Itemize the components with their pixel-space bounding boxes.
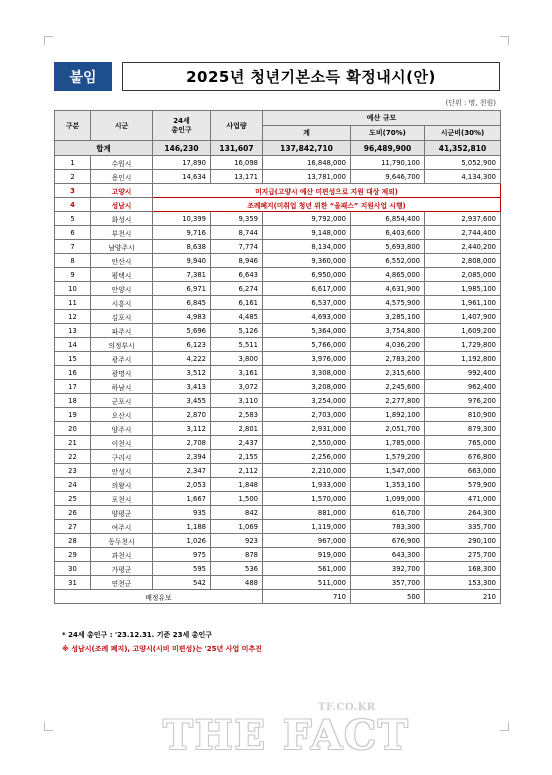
row-number: 30 bbox=[55, 562, 91, 576]
row-workload: 6,274 bbox=[211, 282, 263, 296]
row-total-budget: 6,617,000 bbox=[263, 282, 351, 296]
row-city: 동두천시 bbox=[91, 534, 153, 548]
row-workload: 8,946 bbox=[211, 254, 263, 268]
row-total-budget: 511,000 bbox=[263, 576, 351, 590]
row-city: 고양시 bbox=[91, 184, 153, 198]
row-number: 18 bbox=[55, 394, 91, 408]
row-population: 6,123 bbox=[153, 338, 211, 352]
header-city: 시군비(30%) bbox=[425, 126, 501, 141]
row-city: 광명시 bbox=[91, 366, 153, 380]
row-total-budget: 2,210,000 bbox=[263, 464, 351, 478]
row-provincial: 4,865,000 bbox=[351, 268, 425, 282]
row-number: 12 bbox=[55, 310, 91, 324]
row-city: 여주시 bbox=[91, 520, 153, 534]
footnote-population: * 24세 총인구 : '23.12.31. 기준 23세 총인구 bbox=[62, 631, 212, 639]
row-number: 17 bbox=[55, 380, 91, 394]
document-title: 2025년 청년기본소득 확정내시(안) bbox=[122, 62, 500, 91]
row-total-budget: 561,000 bbox=[263, 562, 351, 576]
row-population: 9,716 bbox=[153, 226, 211, 240]
row-population: 1,667 bbox=[153, 492, 211, 506]
row-city: 포천시 bbox=[91, 492, 153, 506]
title-row bbox=[54, 62, 500, 91]
row-provincial: 1,892,100 bbox=[351, 408, 425, 422]
attachment-badge: 붙임 bbox=[54, 62, 112, 91]
row-workload: 1,500 bbox=[211, 492, 263, 506]
row-provincial: 6,403,600 bbox=[351, 226, 425, 240]
row-total-budget: 2,931,000 bbox=[263, 422, 351, 436]
row-number: 7 bbox=[55, 240, 91, 254]
total-budget: 137,842,710 bbox=[263, 141, 351, 156]
row-city-budget: 962,400 bbox=[425, 380, 501, 394]
table-row bbox=[55, 492, 501, 506]
row-total-budget: 8,134,000 bbox=[263, 240, 351, 254]
row-number: 13 bbox=[55, 324, 91, 338]
row-population: 17,890 bbox=[153, 156, 211, 170]
row-total-budget: 3,254,000 bbox=[263, 394, 351, 408]
row-city-budget: 663,000 bbox=[425, 464, 501, 478]
row-city-budget: 335,700 bbox=[425, 520, 501, 534]
row-workload: 6,643 bbox=[211, 268, 263, 282]
row-provincial: 11,790,100 bbox=[351, 156, 425, 170]
row-city: 연천군 bbox=[91, 576, 153, 590]
row-city-budget: 879,300 bbox=[425, 422, 501, 436]
total-row bbox=[55, 141, 501, 156]
row-number: 29 bbox=[55, 548, 91, 562]
row-number: 19 bbox=[55, 408, 91, 422]
row-city: 시흥시 bbox=[91, 296, 153, 310]
row-population: 975 bbox=[153, 548, 211, 562]
row-total-budget: 881,000 bbox=[263, 506, 351, 520]
row-population: 2,053 bbox=[153, 478, 211, 492]
row-city: 오산시 bbox=[91, 408, 153, 422]
allocation-city: 210 bbox=[425, 590, 501, 604]
row-population: 3,512 bbox=[153, 366, 211, 380]
row-provincial: 2,051,700 bbox=[351, 422, 425, 436]
row-population: 5,696 bbox=[153, 324, 211, 338]
row-total-budget: 2,256,000 bbox=[263, 450, 351, 464]
row-provincial: 5,693,800 bbox=[351, 240, 425, 254]
table-row bbox=[55, 422, 501, 436]
table-row bbox=[55, 282, 501, 296]
row-city: 성남시 bbox=[91, 198, 153, 212]
budget-table bbox=[54, 110, 501, 604]
row-city: 이천시 bbox=[91, 436, 153, 450]
row-workload: 2,112 bbox=[211, 464, 263, 478]
row-workload: 8,744 bbox=[211, 226, 263, 240]
row-number: 23 bbox=[55, 464, 91, 478]
row-provincial: 2,783,200 bbox=[351, 352, 425, 366]
row-total-budget: 3,976,000 bbox=[263, 352, 351, 366]
row-provincial: 1,353,100 bbox=[351, 478, 425, 492]
row-provincial: 3,285,100 bbox=[351, 310, 425, 324]
row-population: 3,112 bbox=[153, 422, 211, 436]
row-city-budget: 264,300 bbox=[425, 506, 501, 520]
row-excluded-note: 조례폐지(미취업 청년 위한 “올패스” 지원사업 시행) bbox=[153, 198, 501, 212]
row-number: 27 bbox=[55, 520, 91, 534]
row-population: 3,455 bbox=[153, 394, 211, 408]
row-city-budget: 2,808,000 bbox=[425, 254, 501, 268]
footnotes bbox=[62, 628, 262, 656]
row-total-budget: 6,950,000 bbox=[263, 268, 351, 282]
row-workload: 6,161 bbox=[211, 296, 263, 310]
row-provincial: 392,700 bbox=[351, 562, 425, 576]
row-city: 파주시 bbox=[91, 324, 153, 338]
row-workload: 3,110 bbox=[211, 394, 263, 408]
row-provincial: 1,547,000 bbox=[351, 464, 425, 478]
row-population: 2,870 bbox=[153, 408, 211, 422]
watermark-site: TF.CO.KR bbox=[318, 702, 376, 713]
row-provincial: 1,579,200 bbox=[351, 450, 425, 464]
row-provincial: 1,785,000 bbox=[351, 436, 425, 450]
row-city-budget: 153,300 bbox=[425, 576, 501, 590]
table-row bbox=[55, 394, 501, 408]
row-population: 4,222 bbox=[153, 352, 211, 366]
row-number: 4 bbox=[55, 198, 91, 212]
table-row bbox=[55, 226, 501, 240]
row-population: 595 bbox=[153, 562, 211, 576]
row-population: 3,413 bbox=[153, 380, 211, 394]
row-total-budget: 2,703,000 bbox=[263, 408, 351, 422]
row-excluded-note: 미지급(고양시 예산 미편성으로 지원 대상 제외) bbox=[153, 184, 501, 198]
header-population: 24세 총인구 bbox=[153, 111, 211, 141]
row-provincial: 1,099,000 bbox=[351, 492, 425, 506]
table-row bbox=[55, 450, 501, 464]
row-total-budget: 1,933,000 bbox=[263, 478, 351, 492]
table-row bbox=[55, 436, 501, 450]
row-city: 가평군 bbox=[91, 562, 153, 576]
row-population: 2,347 bbox=[153, 464, 211, 478]
row-city-budget: 765,000 bbox=[425, 436, 501, 450]
row-provincial: 4,575,900 bbox=[351, 296, 425, 310]
row-city: 평택시 bbox=[91, 268, 153, 282]
total-population: 146,230 bbox=[153, 141, 211, 156]
row-number: 26 bbox=[55, 506, 91, 520]
table-row bbox=[55, 562, 501, 576]
table-row bbox=[55, 268, 501, 282]
row-city-budget: 1,961,100 bbox=[425, 296, 501, 310]
allocation-label: 배정유보 bbox=[55, 590, 263, 604]
row-city-budget: 1,985,100 bbox=[425, 282, 501, 296]
header-gubun: 구분 bbox=[55, 111, 91, 141]
row-provincial: 2,315,600 bbox=[351, 366, 425, 380]
watermark-logo: THE FACT bbox=[163, 712, 410, 759]
row-total-budget: 967,000 bbox=[263, 534, 351, 548]
row-population: 9,940 bbox=[153, 254, 211, 268]
row-provincial: 676,900 bbox=[351, 534, 425, 548]
row-number: 14 bbox=[55, 338, 91, 352]
row-city-budget: 1,192,800 bbox=[425, 352, 501, 366]
table-row bbox=[55, 408, 501, 422]
table-row bbox=[55, 534, 501, 548]
row-total-budget: 9,792,000 bbox=[263, 212, 351, 226]
row-population: 2,394 bbox=[153, 450, 211, 464]
row-workload: 5,511 bbox=[211, 338, 263, 352]
row-number: 2 bbox=[55, 170, 91, 184]
row-city-budget: 275,700 bbox=[425, 548, 501, 562]
row-workload: 878 bbox=[211, 548, 263, 562]
row-provincial: 4,631,900 bbox=[351, 282, 425, 296]
row-city-budget: 2,937,600 bbox=[425, 212, 501, 226]
row-city: 화성시 bbox=[91, 212, 153, 226]
row-population: 6,845 bbox=[153, 296, 211, 310]
row-city: 양평군 bbox=[91, 506, 153, 520]
row-workload: 1,069 bbox=[211, 520, 263, 534]
row-number: 8 bbox=[55, 254, 91, 268]
row-number: 15 bbox=[55, 352, 91, 366]
row-city: 광주시 bbox=[91, 352, 153, 366]
row-number: 9 bbox=[55, 268, 91, 282]
table-row bbox=[55, 464, 501, 478]
allocation-total: 710 bbox=[263, 590, 351, 604]
row-number: 31 bbox=[55, 576, 91, 590]
row-total-budget: 4,693,000 bbox=[263, 310, 351, 324]
row-city-budget: 290,100 bbox=[425, 534, 501, 548]
row-workload: 4,485 bbox=[211, 310, 263, 324]
total-provincial: 96,489,900 bbox=[351, 141, 425, 156]
row-workload: 2,437 bbox=[211, 436, 263, 450]
row-population: 2,708 bbox=[153, 436, 211, 450]
row-total-budget: 6,537,000 bbox=[263, 296, 351, 310]
row-workload: 923 bbox=[211, 534, 263, 548]
row-provincial: 643,300 bbox=[351, 548, 425, 562]
row-city: 수원시 bbox=[91, 156, 153, 170]
row-provincial: 9,646,700 bbox=[351, 170, 425, 184]
row-number: 5 bbox=[55, 212, 91, 226]
total-city: 41,352,810 bbox=[425, 141, 501, 156]
row-workload: 5,126 bbox=[211, 324, 263, 338]
row-population: 1,188 bbox=[153, 520, 211, 534]
row-population: 542 bbox=[153, 576, 211, 590]
row-number: 10 bbox=[55, 282, 91, 296]
row-provincial: 783,300 bbox=[351, 520, 425, 534]
row-provincial: 4,036,200 bbox=[351, 338, 425, 352]
row-workload: 3,072 bbox=[211, 380, 263, 394]
crop-mark-bottom-right bbox=[500, 722, 509, 731]
row-total-budget: 13,781,000 bbox=[263, 170, 351, 184]
row-provincial: 357,700 bbox=[351, 576, 425, 590]
table-row bbox=[55, 576, 501, 590]
header-provincial: 도비(70%) bbox=[351, 126, 425, 141]
row-total-budget: 9,360,000 bbox=[263, 254, 351, 268]
table-row bbox=[55, 310, 501, 324]
row-city-budget: 2,744,400 bbox=[425, 226, 501, 240]
row-total-budget: 16,848,000 bbox=[263, 156, 351, 170]
row-number: 3 bbox=[55, 184, 91, 198]
row-city: 과천시 bbox=[91, 548, 153, 562]
row-population: 10,399 bbox=[153, 212, 211, 226]
row-number: 20 bbox=[55, 422, 91, 436]
row-city-budget: 5,052,900 bbox=[425, 156, 501, 170]
table-row bbox=[55, 296, 501, 310]
row-workload: 7,774 bbox=[211, 240, 263, 254]
row-number: 6 bbox=[55, 226, 91, 240]
header-budget: 예산 규모 bbox=[263, 111, 501, 126]
row-workload: 536 bbox=[211, 562, 263, 576]
row-city: 의정부시 bbox=[91, 338, 153, 352]
row-workload: 2,583 bbox=[211, 408, 263, 422]
row-city: 군포시 bbox=[91, 394, 153, 408]
row-city-budget: 2,440,200 bbox=[425, 240, 501, 254]
crop-mark-top-right bbox=[500, 36, 509, 45]
table-row bbox=[55, 548, 501, 562]
row-city-budget: 579,900 bbox=[425, 478, 501, 492]
row-city: 용인시 bbox=[91, 170, 153, 184]
table-row bbox=[55, 170, 501, 184]
row-total-budget: 1,119,000 bbox=[263, 520, 351, 534]
row-total-budget: 9,148,000 bbox=[263, 226, 351, 240]
row-number: 11 bbox=[55, 296, 91, 310]
row-city-budget: 1,729,800 bbox=[425, 338, 501, 352]
row-workload: 2,155 bbox=[211, 450, 263, 464]
row-city: 안성시 bbox=[91, 464, 153, 478]
table-row bbox=[55, 212, 501, 226]
row-city: 구리시 bbox=[91, 450, 153, 464]
row-provincial: 6,552,000 bbox=[351, 254, 425, 268]
row-number: 25 bbox=[55, 492, 91, 506]
row-total-budget: 2,550,000 bbox=[263, 436, 351, 450]
row-city: 양주시 bbox=[91, 422, 153, 436]
table-row bbox=[55, 198, 501, 212]
row-provincial: 6,854,400 bbox=[351, 212, 425, 226]
row-city: 하남시 bbox=[91, 380, 153, 394]
row-city-budget: 4,134,300 bbox=[425, 170, 501, 184]
table-row bbox=[55, 366, 501, 380]
row-number: 22 bbox=[55, 450, 91, 464]
total-workload: 131,607 bbox=[211, 141, 263, 156]
row-number: 1 bbox=[55, 156, 91, 170]
row-city-budget: 676,800 bbox=[425, 450, 501, 464]
row-city-budget: 1,407,900 bbox=[425, 310, 501, 324]
row-city: 안산시 bbox=[91, 254, 153, 268]
row-provincial: 2,277,800 bbox=[351, 394, 425, 408]
row-workload: 488 bbox=[211, 576, 263, 590]
crop-mark-top-left bbox=[44, 36, 53, 45]
table-row bbox=[55, 520, 501, 534]
row-workload: 9,359 bbox=[211, 212, 263, 226]
header-sigun: 시군 bbox=[91, 111, 153, 141]
row-workload: 2,801 bbox=[211, 422, 263, 436]
row-city-budget: 992,400 bbox=[425, 366, 501, 380]
row-city: 김포시 bbox=[91, 310, 153, 324]
header-total: 계 bbox=[263, 126, 351, 141]
table-row bbox=[55, 184, 501, 198]
row-provincial: 616,700 bbox=[351, 506, 425, 520]
unit-note: (단위 : 명, 천원) bbox=[445, 99, 496, 107]
row-number: 21 bbox=[55, 436, 91, 450]
row-number: 28 bbox=[55, 534, 91, 548]
row-population: 4,983 bbox=[153, 310, 211, 324]
row-total-budget: 5,364,000 bbox=[263, 324, 351, 338]
row-total-budget: 3,308,000 bbox=[263, 366, 351, 380]
header-workload: 사업량 bbox=[211, 111, 263, 141]
row-city-budget: 810,900 bbox=[425, 408, 501, 422]
header-row-1 bbox=[55, 111, 501, 126]
table-row bbox=[55, 240, 501, 254]
table-row bbox=[55, 338, 501, 352]
row-city-budget: 1,609,200 bbox=[425, 324, 501, 338]
row-city: 남양주시 bbox=[91, 240, 153, 254]
table-row bbox=[55, 352, 501, 366]
row-workload: 3,800 bbox=[211, 352, 263, 366]
total-label: 합계 bbox=[55, 141, 153, 156]
row-provincial: 2,245,600 bbox=[351, 380, 425, 394]
row-total-budget: 1,570,000 bbox=[263, 492, 351, 506]
row-workload: 13,171 bbox=[211, 170, 263, 184]
table-row bbox=[55, 380, 501, 394]
row-workload: 1,848 bbox=[211, 478, 263, 492]
row-city-budget: 471,000 bbox=[425, 492, 501, 506]
row-city-budget: 168,300 bbox=[425, 562, 501, 576]
table-row bbox=[55, 156, 501, 170]
row-number: 24 bbox=[55, 478, 91, 492]
row-total-budget: 919,000 bbox=[263, 548, 351, 562]
footnote-excluded: ※ 성남시(조례 폐지), 고양시(시비 미편성)는 '25년 사업 미추진 bbox=[62, 645, 262, 653]
row-total-budget: 5,766,000 bbox=[263, 338, 351, 352]
table-row bbox=[55, 478, 501, 492]
allocation-provincial: 500 bbox=[351, 590, 425, 604]
row-city: 부천시 bbox=[91, 226, 153, 240]
table-row bbox=[55, 254, 501, 268]
allocation-row bbox=[55, 590, 501, 604]
row-population: 8,638 bbox=[153, 240, 211, 254]
row-population: 7,381 bbox=[153, 268, 211, 282]
row-city: 의왕시 bbox=[91, 478, 153, 492]
row-number: 16 bbox=[55, 366, 91, 380]
row-city-budget: 976,200 bbox=[425, 394, 501, 408]
row-workload: 842 bbox=[211, 506, 263, 520]
crop-mark-bottom-left bbox=[44, 722, 53, 731]
row-city: 안양시 bbox=[91, 282, 153, 296]
row-city-budget: 2,085,000 bbox=[425, 268, 501, 282]
row-population: 6,971 bbox=[153, 282, 211, 296]
row-workload: 16,098 bbox=[211, 156, 263, 170]
table-row bbox=[55, 324, 501, 338]
row-total-budget: 3,208,000 bbox=[263, 380, 351, 394]
row-population: 1,026 bbox=[153, 534, 211, 548]
row-population: 935 bbox=[153, 506, 211, 520]
row-population: 14,634 bbox=[153, 170, 211, 184]
row-workload: 3,161 bbox=[211, 366, 263, 380]
row-provincial: 3,754,800 bbox=[351, 324, 425, 338]
table-row bbox=[55, 506, 501, 520]
